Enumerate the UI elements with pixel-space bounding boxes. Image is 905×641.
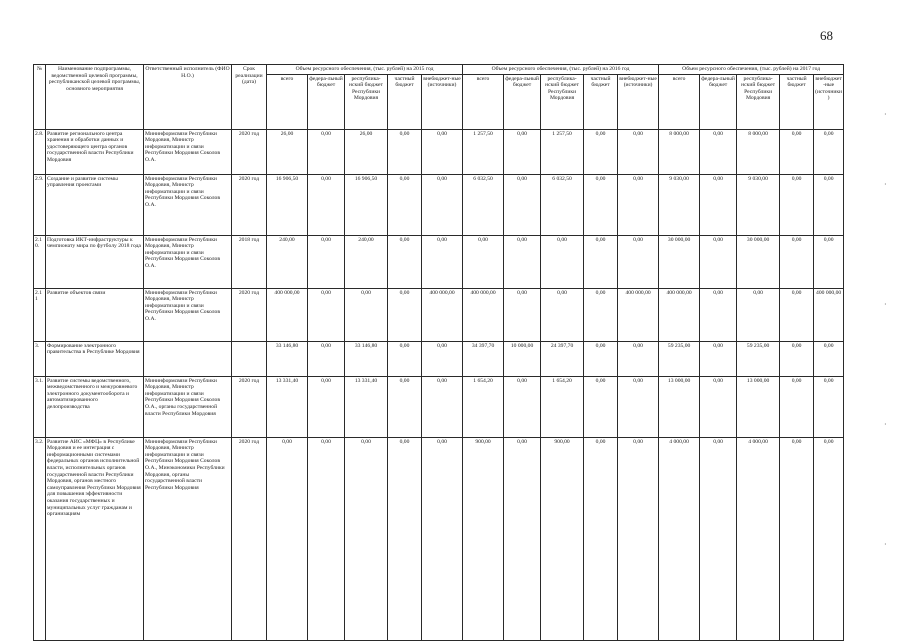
value-2015-federal: 0,00: [308, 288, 345, 341]
value-2016-offbudget: 0,00: [618, 341, 659, 376]
value-2016-federal: 0,00: [504, 376, 541, 437]
value-2017-total: 400 000,00: [659, 288, 700, 341]
header-republic: республика-нский бюджет Республики Мордовия: [345, 74, 388, 129]
header-group-2015: Объем ресурсного обеспечения, (тыс. рублей) на 2015 год: [267, 65, 463, 75]
value-2016-offbudget: 0,00: [618, 129, 659, 174]
value-2017-private: 0,00: [780, 235, 814, 288]
value-2016-republic: 1 654,20: [541, 376, 584, 437]
value-2016-republic: 900,00: [541, 437, 584, 640]
value-2015-total: 33 146,80: [267, 341, 308, 376]
value-2016-republic: 0,00: [541, 235, 584, 288]
scan-speck: ·: [884, 110, 887, 119]
value-2015-republic: 240,00: [345, 235, 388, 288]
value-2017-offbudget: 400 000,00: [814, 288, 844, 341]
row-name: Развитие объектов связи: [46, 288, 144, 341]
value-2015-total: 26,00: [267, 129, 308, 174]
value-2016-republic: 1 257,50: [541, 129, 584, 174]
value-2017-total: 13 000,00: [659, 376, 700, 437]
value-2015-private: 0,00: [388, 288, 422, 341]
value-2016-private: 0,00: [584, 174, 618, 235]
header-total: всего: [463, 74, 504, 129]
value-2016-federal: 10 000,00: [504, 341, 541, 376]
header-responsible: Ответственный исполнитель (ФИО Н.О.): [144, 65, 232, 130]
value-2015-republic: 26,00: [345, 129, 388, 174]
value-2015-private: 0,00: [388, 129, 422, 174]
value-2016-republic: 24 397,70: [541, 341, 584, 376]
value-2016-offbudget: 0,00: [618, 376, 659, 437]
scan-speck: ·: [884, 420, 887, 429]
value-2015-offbudget: 0,00: [422, 437, 463, 640]
scan-speck: ·: [884, 300, 887, 309]
row-number: 3.2.: [34, 437, 46, 640]
value-2016-private: 0,00: [584, 235, 618, 288]
value-2017-private: 0,00: [780, 437, 814, 640]
row-number: 3.: [34, 341, 46, 376]
value-2017-total: 59 235,00: [659, 341, 700, 376]
value-2015-federal: 0,00: [308, 341, 345, 376]
value-2017-offbudget: 0,00: [814, 129, 844, 174]
value-2017-total: 9 030,00: [659, 174, 700, 235]
value-2015-private: 0,00: [388, 341, 422, 376]
value-2016-private: 0,00: [584, 341, 618, 376]
value-2015-total: 240,00: [267, 235, 308, 288]
value-2016-republic: 0,00: [541, 288, 584, 341]
value-2017-private: 0,00: [780, 376, 814, 437]
value-2017-offbudget: 0,00: [814, 174, 844, 235]
row-deadline: 2020 год: [232, 288, 267, 341]
value-2017-federal: 0,00: [700, 437, 737, 640]
value-2016-total: 400 000,00: [463, 288, 504, 341]
header-federal: федера-льный бюджет: [308, 74, 345, 129]
table-row: [34, 437, 844, 640]
value-2017-private: 0,00: [780, 129, 814, 174]
row-name: Развитие АИС «МФЦ» в Республике Мордовия и ее интеграция с информационными системами федеральных органов исполнительной власти, исполнительных органов государственной власти Республики Мордовия, органов местного самоуправления Республики Мордовия для повышения эффективности оказания государственных и муниципальных услуг гражданам и организациям: [46, 437, 144, 640]
value-2016-private: 0,00: [584, 129, 618, 174]
value-2017-republic: 0,00: [737, 288, 780, 341]
value-2017-federal: 0,00: [700, 235, 737, 288]
row-responsible: Мининформсвязи Республики Мордовия, Министр информатизации и связи Республики Мордовия Соколов О.А.: [144, 288, 232, 341]
table-row: [34, 376, 844, 437]
value-2015-offbudget: 0,00: [422, 174, 463, 235]
value-2016-offbudget: 0,00: [618, 174, 659, 235]
value-2016-federal: 0,00: [504, 174, 541, 235]
table-row: [34, 174, 844, 235]
header-deadline: Срок реализации (дата): [232, 65, 267, 130]
row-name: Формирование электронного правительства в Республике Мордовия: [46, 341, 144, 376]
value-2017-republic: 4 000,00: [737, 437, 780, 640]
value-2016-total: 1 654,20: [463, 376, 504, 437]
value-2016-offbudget: 0,00: [618, 235, 659, 288]
row-responsible: Мининформсвязи Республики Мордовия, Министр информатизации и связи Республики Мордовия Соколов О.А.: [144, 129, 232, 174]
value-2015-federal: 0,00: [308, 235, 345, 288]
row-name: Развитие регионального центра хранения и обработки данных и удостоверяющего центра органов государственной власти Республики Мордовия: [46, 129, 144, 174]
value-2017-total: 30 000,00: [659, 235, 700, 288]
value-2017-offbudget: 0,00: [814, 437, 844, 640]
header-private: частный бюджет: [388, 74, 422, 129]
value-2017-federal: 0,00: [700, 376, 737, 437]
value-2016-federal: 0,00: [504, 235, 541, 288]
value-2017-offbudget: 0,00: [814, 235, 844, 288]
value-2015-federal: 0,00: [308, 376, 345, 437]
value-2015-federal: 0,00: [308, 174, 345, 235]
table-row: [34, 129, 844, 174]
value-2017-private: 0,00: [780, 174, 814, 235]
header-offbudget: внебюджет-ные (источники): [422, 74, 463, 129]
value-2015-total: 16 906,50: [267, 174, 308, 235]
budget-table: [33, 64, 844, 641]
value-2016-private: 0,00: [584, 288, 618, 341]
value-2017-republic: 9 030,00: [737, 174, 780, 235]
value-2015-republic: 13 331,40: [345, 376, 388, 437]
row-deadline: 2020 год: [232, 129, 267, 174]
header-no: №: [34, 65, 46, 130]
value-2015-republic: 0,00: [345, 288, 388, 341]
value-2015-republic: 16 906,50: [345, 174, 388, 235]
scan-speck: ·: [884, 180, 887, 189]
row-responsible: Мининформсвязи Республики Мордовия, Министр информатизации и связи Республики Мордовия Соколов О.А., Минэкономики Республики Мордовия, органы государственной власти Республики Мордовия: [144, 437, 232, 640]
header-offbudget: внебюджет-ные (источники): [618, 74, 659, 129]
value-2015-total: 13 331,40: [267, 376, 308, 437]
header-federal: федера-льный бюджет: [700, 74, 737, 129]
value-2016-federal: 0,00: [504, 437, 541, 640]
row-number: 2.8.: [34, 129, 46, 174]
value-2015-total: 400 000,00: [267, 288, 308, 341]
header-private: частный бюджет: [780, 74, 814, 129]
value-2016-total: 0,00: [463, 235, 504, 288]
header-republic: республика-нский бюджет Республики Мордовия: [737, 74, 780, 129]
header-name: Наименование подпрограммы, ведомственной целевой программы, республиканской целевой программы, основного мероприятия: [46, 65, 144, 130]
value-2017-private: 0,00: [780, 288, 814, 341]
row-number: 2.10.: [34, 235, 46, 288]
row-responsible: Мининформсвязи Республики Мордовия, Министр информатизации и связи Республики Мордовия Соколов О.А.: [144, 174, 232, 235]
row-responsible: [144, 341, 232, 376]
value-2016-federal: 0,00: [504, 129, 541, 174]
value-2016-total: 900,00: [463, 437, 504, 640]
value-2015-offbudget: 0,00: [422, 341, 463, 376]
value-2015-federal: 0,00: [308, 129, 345, 174]
row-name: Развитие системы ведомственного, межведомственного и межуровневого электронного документооборота и автоматизированного делопроизводства: [46, 376, 144, 437]
row-responsible: Мининформсвязи Республики Мордовия, Министр информатизации и связи Республики Мордовия Соколов О.А., органы государственной власти Республики Мордовия: [144, 376, 232, 437]
page-number: 68: [820, 28, 833, 43]
row-number: 2.11: [34, 288, 46, 341]
value-2017-federal: 0,00: [700, 174, 737, 235]
value-2016-total: 34 397,70: [463, 341, 504, 376]
table-row: [34, 288, 844, 341]
value-2016-federal: 0,00: [504, 288, 541, 341]
value-2015-offbudget: 0,00: [422, 129, 463, 174]
row-responsible: Мининформсвязи Республики Мордовия, Министр информатизации и связи Республики Мордовия Соколов О.А.: [144, 235, 232, 288]
row-number: 3.1.: [34, 376, 46, 437]
value-2017-republic: 59 235,00: [737, 341, 780, 376]
value-2017-offbudget: 0,00: [814, 341, 844, 376]
value-2015-private: 0,00: [388, 235, 422, 288]
row-number: 2.9.: [34, 174, 46, 235]
value-2016-republic: 6 032,50: [541, 174, 584, 235]
value-2015-offbudget: 400 000,00: [422, 288, 463, 341]
header-total: всего: [659, 74, 700, 129]
value-2017-offbudget: 0,00: [814, 376, 844, 437]
value-2015-private: 0,00: [388, 376, 422, 437]
table-row: [34, 341, 844, 376]
row-deadline: [232, 341, 267, 376]
header-group-2017: Объем ресурсного обеспечения, (тыс. рублей) на 2017 год: [659, 65, 844, 75]
value-2017-federal: 0,00: [700, 288, 737, 341]
value-2017-federal: 0,00: [700, 129, 737, 174]
value-2016-offbudget: 0,00: [618, 437, 659, 640]
header-private: частный бюджет: [584, 74, 618, 129]
header-total: всего: [267, 74, 308, 129]
header-offbudget: внебюджет-ные (источники): [814, 74, 844, 129]
value-2015-republic: 33 146,80: [345, 341, 388, 376]
value-2016-offbudget: 400 000,00: [618, 288, 659, 341]
row-name: Создание и развитие системы управления проектами: [46, 174, 144, 235]
row-deadline: 2020 год: [232, 174, 267, 235]
header-republic: республика-нский бюджет Республики Мордовия: [541, 74, 584, 129]
value-2017-republic: 30 000,00: [737, 235, 780, 288]
value-2017-total: 8 000,00: [659, 129, 700, 174]
value-2016-total: 1 257,50: [463, 129, 504, 174]
row-deadline: 2018 год: [232, 235, 267, 288]
header-group-2016: Объем ресурсного обеспечения, (тыс. рублей) на 2016 год: [463, 65, 659, 75]
row-name: Подготовка ИКТ-инфраструктуры к чемпионату мира по футболу 2018 года: [46, 235, 144, 288]
scan-speck: ·: [884, 540, 887, 549]
value-2015-total: 0,00: [267, 437, 308, 640]
value-2016-private: 0,00: [584, 437, 618, 640]
value-2015-private: 0,00: [388, 174, 422, 235]
value-2015-offbudget: 0,00: [422, 376, 463, 437]
value-2017-republic: 13 000,00: [737, 376, 780, 437]
value-2015-offbudget: 0,00: [422, 235, 463, 288]
header-federal: федера-льный бюджет: [504, 74, 541, 129]
value-2016-private: 0,00: [584, 376, 618, 437]
value-2015-federal: 0,00: [308, 437, 345, 640]
value-2017-republic: 8 000,00: [737, 129, 780, 174]
value-2016-total: 6 032,50: [463, 174, 504, 235]
value-2017-total: 4 000,00: [659, 437, 700, 640]
value-2015-republic: 0,00: [345, 437, 388, 640]
table-row: [34, 235, 844, 288]
value-2017-private: 0,00: [780, 341, 814, 376]
value-2017-federal: 0,00: [700, 341, 737, 376]
row-deadline: 2020 год: [232, 376, 267, 437]
value-2015-private: 0,00: [388, 437, 422, 640]
row-deadline: 2020 год: [232, 437, 267, 640]
